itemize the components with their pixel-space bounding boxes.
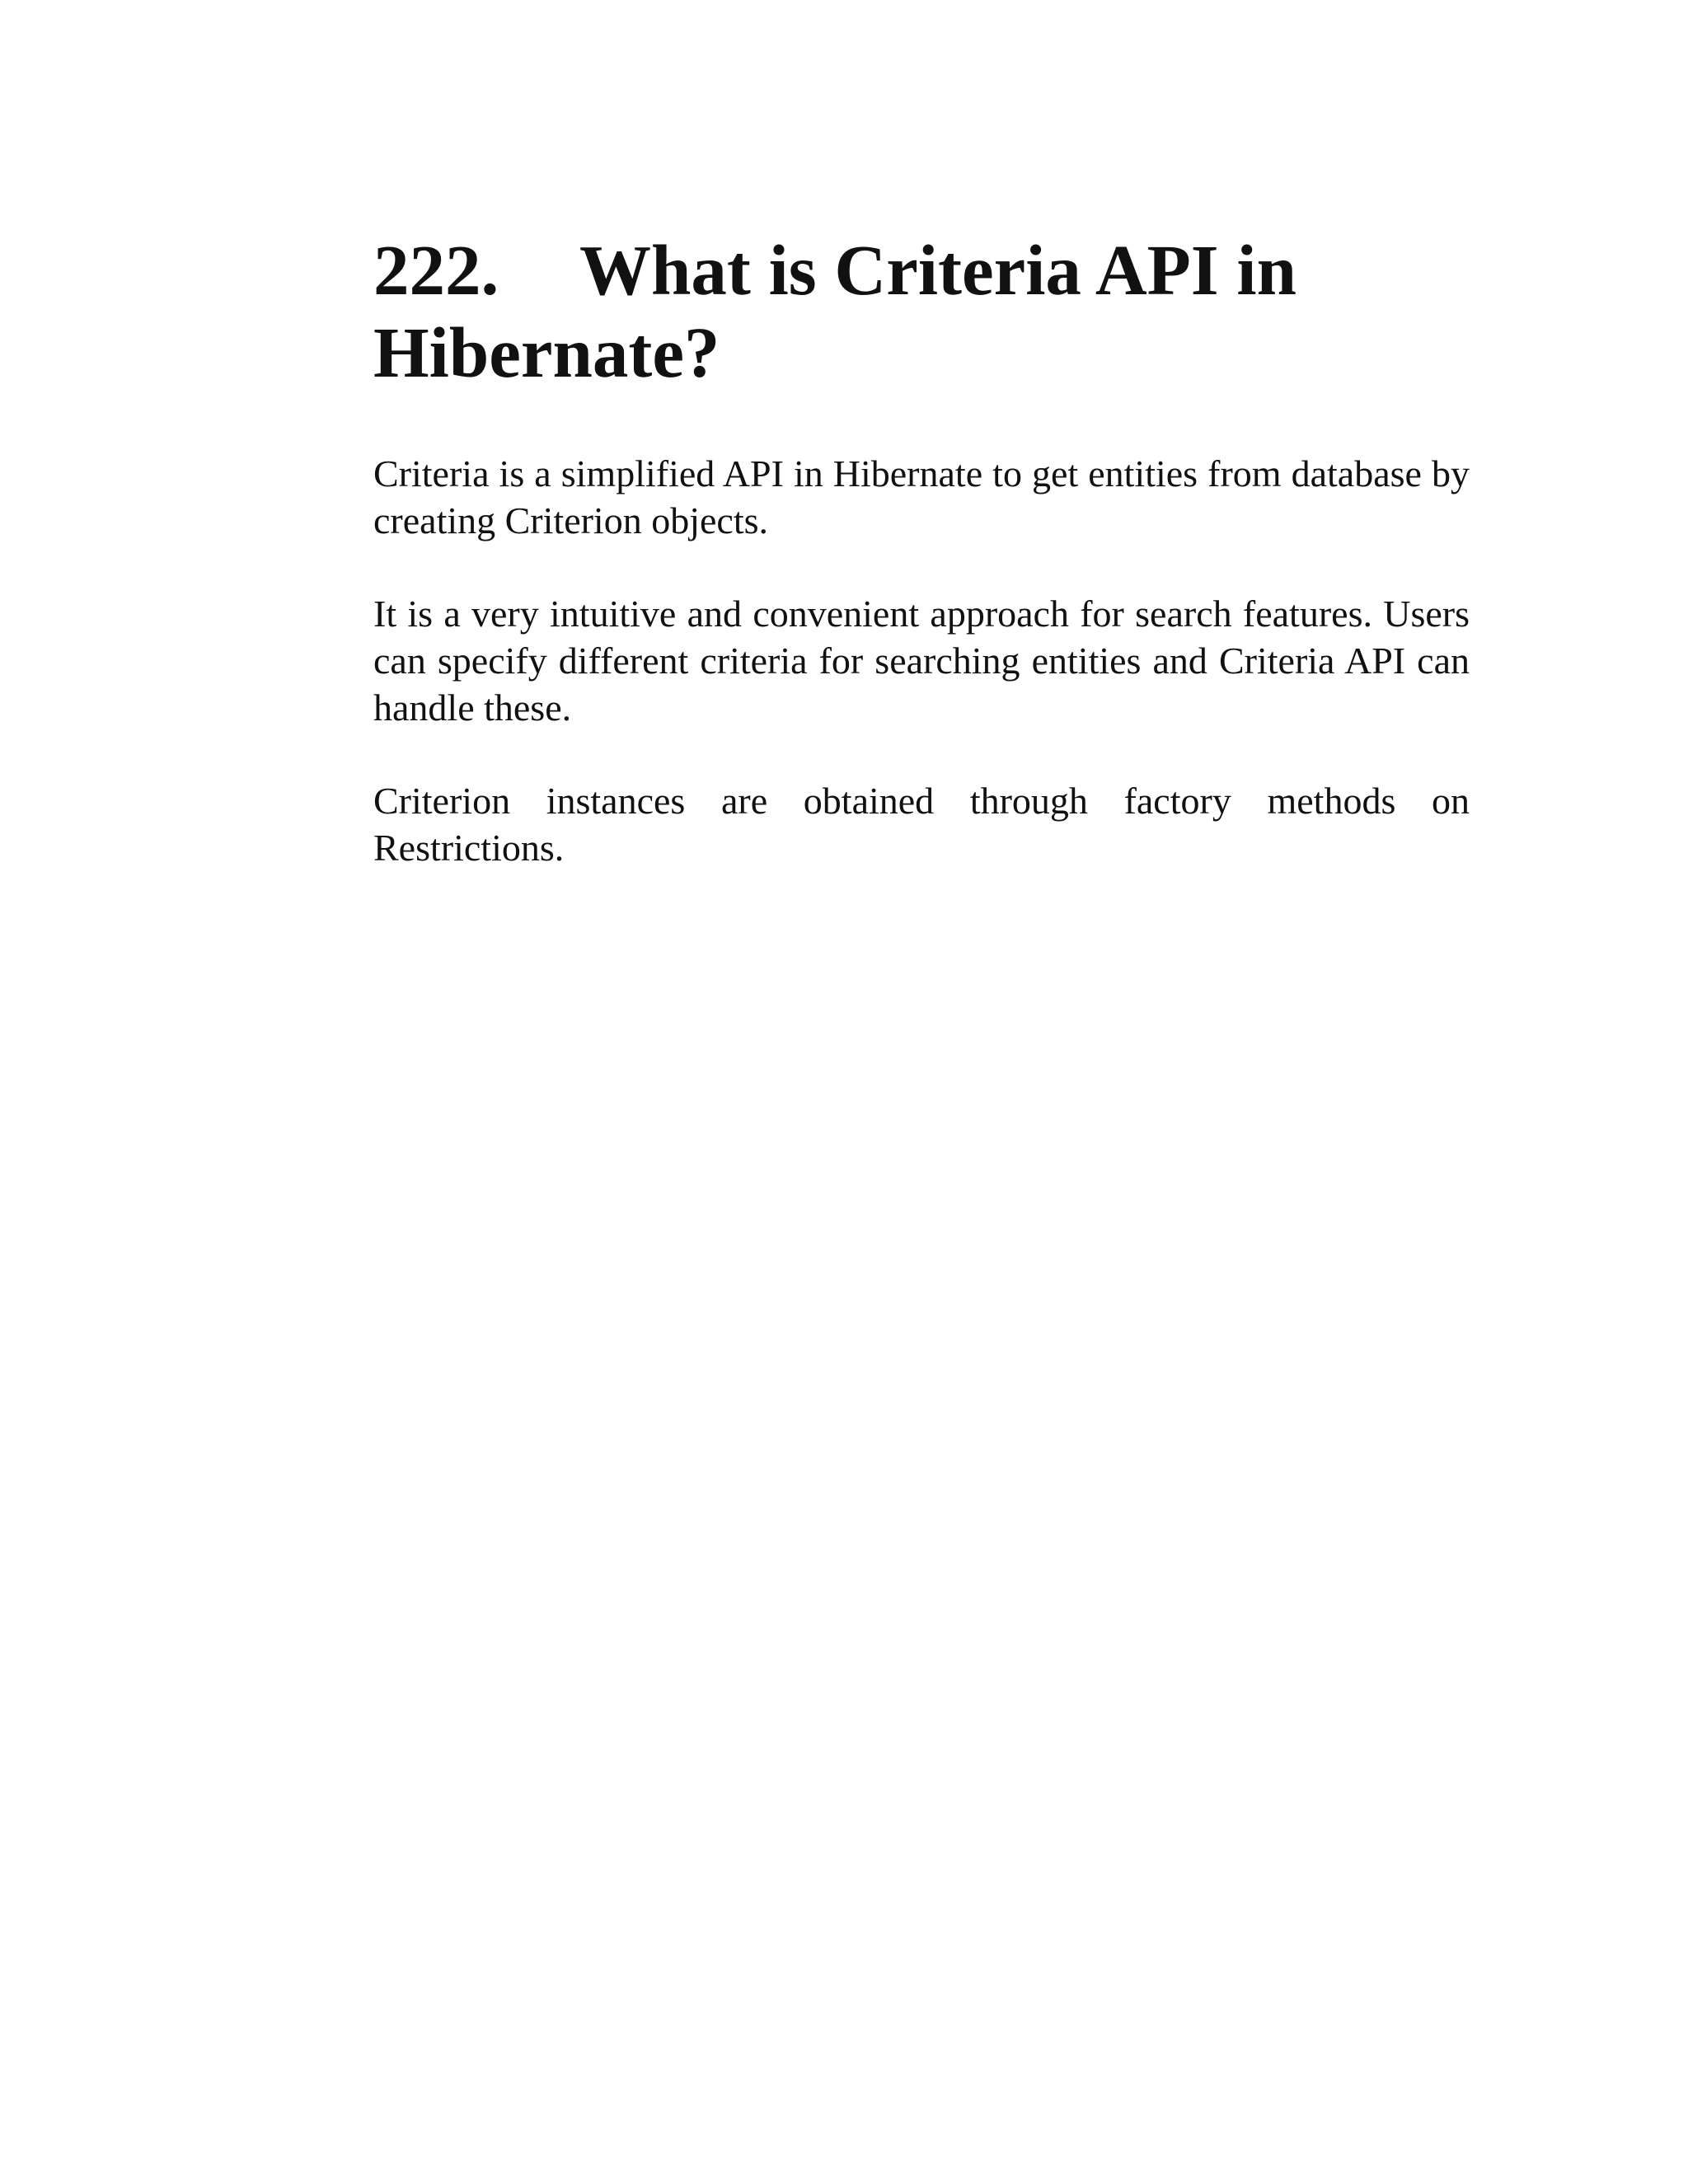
- question-heading: [373, 229, 1470, 394]
- paragraph-3: Criterion instances are obtained through factory methods on Restrictions.: [373, 780, 1470, 869]
- paragraph-1: Criteria is a simplified API in Hibernate to get entities from database by creating Criterion objects.: [373, 452, 1470, 541]
- question-number: 222.: [373, 230, 499, 310]
- question-title-line-1: What is Criteria API in: [579, 230, 1296, 310]
- page-content: [373, 229, 1470, 917]
- question-title-line-2: Hibernate?: [373, 312, 720, 392]
- paragraph-2: It is a very intuitive and convenient approach for search features. Users can specify different criteria for searching entities and Criteria API can handle these.: [373, 593, 1470, 729]
